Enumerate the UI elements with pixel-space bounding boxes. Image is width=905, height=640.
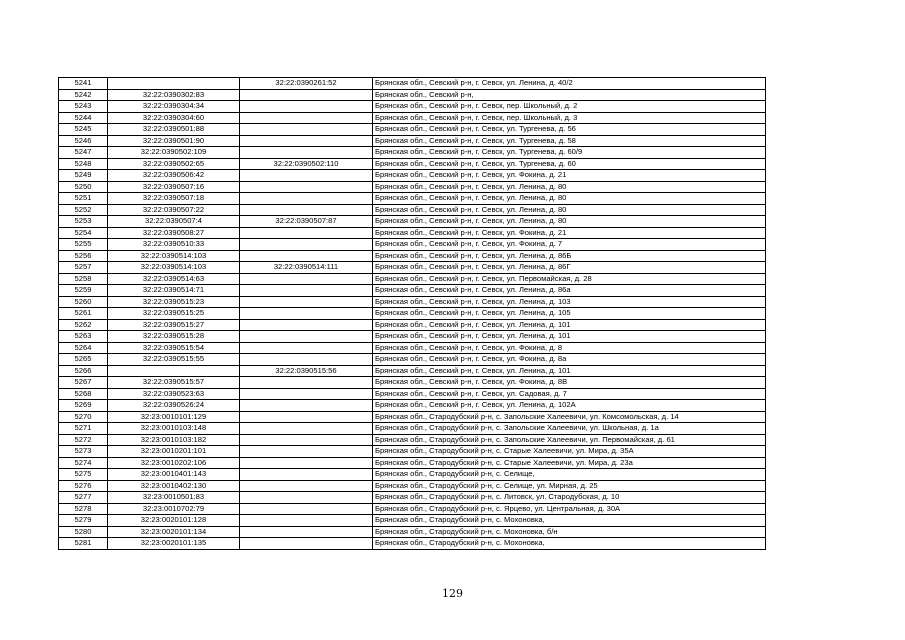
table-row bbox=[59, 365, 766, 377]
table-row bbox=[59, 515, 766, 527]
cadastral-number-cell: 32:22:0390515:27 bbox=[108, 319, 240, 331]
table-row bbox=[59, 526, 766, 538]
row-number-cell: 5262 bbox=[59, 319, 108, 331]
linked-cadastral-number-cell bbox=[240, 308, 373, 320]
cadastral-number-cell: 32:23:0020101:128 bbox=[108, 515, 240, 527]
row-number-cell: 5252 bbox=[59, 204, 108, 216]
address-cell: Брянская обл., Севский р-н, г. Севск, ул. Тургенева, д. 60/9 bbox=[373, 147, 766, 159]
row-number-cell: 5245 bbox=[59, 124, 108, 136]
row-number-cell: 5253 bbox=[59, 216, 108, 228]
cadastral-number-cell: 32:23:0010501:83 bbox=[108, 492, 240, 504]
address-cell: Брянская обл., Севский р-н, г. Севск, ул. Ленина, д. 101 bbox=[373, 331, 766, 343]
row-number-cell: 5259 bbox=[59, 285, 108, 297]
table-row bbox=[59, 147, 766, 159]
cadastral-number-cell: 32:22:0390514:63 bbox=[108, 273, 240, 285]
linked-cadastral-number-cell bbox=[240, 285, 373, 297]
row-number-cell: 5269 bbox=[59, 400, 108, 412]
address-cell: Брянская обл., Севский р-н, г. Севск, ул. Ленина, д. 80 bbox=[373, 216, 766, 228]
row-number-cell: 5265 bbox=[59, 354, 108, 366]
cadastral-number-cell: 32:23:0010103:182 bbox=[108, 434, 240, 446]
table-row bbox=[59, 204, 766, 216]
linked-cadastral-number-cell bbox=[240, 538, 373, 550]
linked-cadastral-number-cell bbox=[240, 446, 373, 458]
row-number-cell: 5280 bbox=[59, 526, 108, 538]
linked-cadastral-number-cell: 32:22:0390515:56 bbox=[240, 365, 373, 377]
row-number-cell: 5279 bbox=[59, 515, 108, 527]
cadastral-number-cell: 32:22:0390508:27 bbox=[108, 227, 240, 239]
table-row bbox=[59, 411, 766, 423]
row-number-cell: 5250 bbox=[59, 181, 108, 193]
cadastral-number-cell: 32:23:0020101:135 bbox=[108, 538, 240, 550]
linked-cadastral-number-cell bbox=[240, 124, 373, 136]
address-cell: Брянская обл., Стародубский р-н, с. Литовск, ул. Стародубская, д. 10 bbox=[373, 492, 766, 504]
table-row bbox=[59, 262, 766, 274]
address-cell: Брянская обл., Стародубский р-н, с. Старые Халеевичи, ул. Мира, д. 35А bbox=[373, 446, 766, 458]
table-row bbox=[59, 308, 766, 320]
table-row bbox=[59, 158, 766, 170]
linked-cadastral-number-cell bbox=[240, 204, 373, 216]
address-cell: Брянская обл., Севский р-н, bbox=[373, 89, 766, 101]
linked-cadastral-number-cell bbox=[240, 480, 373, 492]
table-row bbox=[59, 423, 766, 435]
row-number-cell: 5268 bbox=[59, 388, 108, 400]
address-cell: Брянская обл., Севский р-н, г. Севск, ул. Первомайская, д. 28 bbox=[373, 273, 766, 285]
cadastral-number-cell: 32:23:0020101:134 bbox=[108, 526, 240, 538]
address-cell: Брянская обл., Севский р-н, г. Севск, ул. Фокина, д. 8 bbox=[373, 342, 766, 354]
linked-cadastral-number-cell bbox=[240, 331, 373, 343]
cadastral-number-cell bbox=[108, 365, 240, 377]
table-row bbox=[59, 388, 766, 400]
linked-cadastral-number-cell bbox=[240, 434, 373, 446]
row-number-cell: 5264 bbox=[59, 342, 108, 354]
address-cell: Брянская обл., Севский р-н, г. Севск, ул. Фокина, д. 7 bbox=[373, 239, 766, 251]
table-row bbox=[59, 331, 766, 343]
row-number-cell: 5260 bbox=[59, 296, 108, 308]
address-cell: Брянская обл., Севский р-н, г. Севск, ул. Садовая, д. 7 bbox=[373, 388, 766, 400]
page-number: 129 bbox=[442, 587, 463, 600]
address-cell: Брянская обл., Севский р-н, г. Севск, ул. Ленина, д. 105 bbox=[373, 308, 766, 320]
row-number-cell: 5246 bbox=[59, 135, 108, 147]
table-row bbox=[59, 400, 766, 412]
table-row bbox=[59, 227, 766, 239]
row-number-cell: 5261 bbox=[59, 308, 108, 320]
cadastral-number-cell: 32:23:0010103:148 bbox=[108, 423, 240, 435]
row-number-cell: 5249 bbox=[59, 170, 108, 182]
table-row bbox=[59, 342, 766, 354]
table-row bbox=[59, 319, 766, 331]
linked-cadastral-number-cell bbox=[240, 423, 373, 435]
row-number-cell: 5251 bbox=[59, 193, 108, 205]
cadastral-number-cell: 32:22:0390510:33 bbox=[108, 239, 240, 251]
address-cell: Брянская обл., Севский р-н, г. Севск, ул. Ленина, д. 80 bbox=[373, 204, 766, 216]
cadastral-number-cell: 32:22:0390502:109 bbox=[108, 147, 240, 159]
linked-cadastral-number-cell bbox=[240, 112, 373, 124]
linked-cadastral-number-cell: 32:22:0390514:111 bbox=[240, 262, 373, 274]
linked-cadastral-number-cell: 32:22:0390502:110 bbox=[240, 158, 373, 170]
cadastral-number-cell: 32:22:0390514:71 bbox=[108, 285, 240, 297]
address-cell: Брянская обл., Севский р-н, г. Севск, ул. Ленина, д. 80 bbox=[373, 181, 766, 193]
linked-cadastral-number-cell bbox=[240, 135, 373, 147]
table-row bbox=[59, 492, 766, 504]
address-cell: Брянская обл., Севский р-н, г. Севск, ул. Фокина, д. 21 bbox=[373, 227, 766, 239]
address-cell: Брянская обл., Севский р-н, г. Севск, ул. Тургенева, д. 58 bbox=[373, 135, 766, 147]
table-row bbox=[59, 503, 766, 515]
cadastral-number-cell: 32:22:0390302:83 bbox=[108, 89, 240, 101]
table-row bbox=[59, 354, 766, 366]
table-row bbox=[59, 124, 766, 136]
table-row bbox=[59, 538, 766, 550]
address-cell: Брянская обл., Стародубский р-н, с. Ярцево, ул. Центральная, д. 30А bbox=[373, 503, 766, 515]
table-row bbox=[59, 377, 766, 389]
row-number-cell: 5271 bbox=[59, 423, 108, 435]
table-row bbox=[59, 239, 766, 251]
linked-cadastral-number-cell bbox=[240, 388, 373, 400]
row-number-cell: 5266 bbox=[59, 365, 108, 377]
cadastral-number-cell: 32:23:0010101:129 bbox=[108, 411, 240, 423]
linked-cadastral-number-cell bbox=[240, 503, 373, 515]
row-number-cell: 5255 bbox=[59, 239, 108, 251]
row-number-cell: 5274 bbox=[59, 457, 108, 469]
address-cell: Брянская обл., Севский р-н, г. Севск, ул. Фокина, д. 8а bbox=[373, 354, 766, 366]
row-number-cell: 5267 bbox=[59, 377, 108, 389]
address-cell: Брянская обл., Севский р-н, г. Севск, ул. Ленина, д. 40/2 bbox=[373, 78, 766, 90]
cadastral-number-cell: 32:22:0390515:25 bbox=[108, 308, 240, 320]
linked-cadastral-number-cell bbox=[240, 181, 373, 193]
cadastral-number-cell: 32:22:0390506:42 bbox=[108, 170, 240, 182]
cadastral-number-cell: 32:22:0390515:54 bbox=[108, 342, 240, 354]
cadastral-number-cell: 32:23:0010402:130 bbox=[108, 480, 240, 492]
row-number-cell: 5270 bbox=[59, 411, 108, 423]
table-row bbox=[59, 181, 766, 193]
table-row bbox=[59, 480, 766, 492]
address-cell: Брянская обл., Севский р-н, г. Севск, ул. Тургенева, д. 56 bbox=[373, 124, 766, 136]
linked-cadastral-number-cell bbox=[240, 273, 373, 285]
row-number-cell: 5254 bbox=[59, 227, 108, 239]
row-number-cell: 5243 bbox=[59, 101, 108, 113]
cadastral-number-cell: 32:22:0390502:65 bbox=[108, 158, 240, 170]
linked-cadastral-number-cell bbox=[240, 469, 373, 481]
row-number-cell: 5257 bbox=[59, 262, 108, 274]
row-number-cell: 5275 bbox=[59, 469, 108, 481]
register-table-body bbox=[59, 78, 766, 550]
table-row bbox=[59, 273, 766, 285]
row-number-cell: 5278 bbox=[59, 503, 108, 515]
linked-cadastral-number-cell bbox=[240, 492, 373, 504]
cadastral-number-cell: 32:22:0390515:28 bbox=[108, 331, 240, 343]
linked-cadastral-number-cell bbox=[240, 89, 373, 101]
address-cell: Брянская обл., Севский р-н, г. Севск, пер. Школьный, д. 3 bbox=[373, 112, 766, 124]
linked-cadastral-number-cell: 32:22:0390507:87 bbox=[240, 216, 373, 228]
address-cell: Брянская обл., Севский р-н, г. Севск, ул. Ленина, д. 80 bbox=[373, 193, 766, 205]
table-row bbox=[59, 446, 766, 458]
table-row bbox=[59, 135, 766, 147]
linked-cadastral-number-cell bbox=[240, 526, 373, 538]
row-number-cell: 5263 bbox=[59, 331, 108, 343]
linked-cadastral-number-cell bbox=[240, 400, 373, 412]
table-row bbox=[59, 469, 766, 481]
row-number-cell: 5244 bbox=[59, 112, 108, 124]
cadastral-number-cell: 32:22:0390304:34 bbox=[108, 101, 240, 113]
row-number-cell: 5272 bbox=[59, 434, 108, 446]
cadastral-number-cell: 32:22:0390514:103 bbox=[108, 262, 240, 274]
linked-cadastral-number-cell bbox=[240, 342, 373, 354]
row-number-cell: 5277 bbox=[59, 492, 108, 504]
cadastral-number-cell: 32:22:0390507:4 bbox=[108, 216, 240, 228]
register-table bbox=[58, 77, 766, 550]
table-row bbox=[59, 112, 766, 124]
linked-cadastral-number-cell bbox=[240, 457, 373, 469]
cadastral-number-cell: 32:22:0390501:90 bbox=[108, 135, 240, 147]
cadastral-number-cell: 32:23:0010202:106 bbox=[108, 457, 240, 469]
linked-cadastral-number-cell bbox=[240, 354, 373, 366]
linked-cadastral-number-cell bbox=[240, 411, 373, 423]
row-number-cell: 5276 bbox=[59, 480, 108, 492]
cadastral-number-cell: 32:22:0390507:18 bbox=[108, 193, 240, 205]
linked-cadastral-number-cell bbox=[240, 193, 373, 205]
cadastral-number-cell: 32:22:0390507:16 bbox=[108, 181, 240, 193]
address-cell: Брянская обл., Стародубский р-н, с. Запольские Халеевичи, ул. Комсомольская, д. 14 bbox=[373, 411, 766, 423]
cadastral-number-cell: 32:22:0390526:24 bbox=[108, 400, 240, 412]
linked-cadastral-number-cell bbox=[240, 319, 373, 331]
address-cell: Брянская обл., Севский р-н, г. Севск, ул. Фокина, д. 21 bbox=[373, 170, 766, 182]
cadastral-number-cell: 32:23:0010401:143 bbox=[108, 469, 240, 481]
table-row bbox=[59, 296, 766, 308]
cadastral-number-cell: 32:22:0390501:88 bbox=[108, 124, 240, 136]
table-row bbox=[59, 89, 766, 101]
table-row bbox=[59, 457, 766, 469]
row-number-cell: 5242 bbox=[59, 89, 108, 101]
table-row bbox=[59, 170, 766, 182]
linked-cadastral-number-cell bbox=[240, 296, 373, 308]
cadastral-number-cell: 32:22:0390507:22 bbox=[108, 204, 240, 216]
cadastral-number-cell: 32:22:0390304:60 bbox=[108, 112, 240, 124]
row-number-cell: 5241 bbox=[59, 78, 108, 90]
cadastral-number-cell: 32:23:0010702:79 bbox=[108, 503, 240, 515]
address-cell: Брянская обл., Севский р-н, г. Севск, ул. Ленина, д. 101 bbox=[373, 365, 766, 377]
table-row bbox=[59, 78, 766, 90]
address-cell: Брянская обл., Стародубский р-н, с. Запольские Халеевичи, ул. Первомайская, д. 61 bbox=[373, 434, 766, 446]
address-cell: Брянская обл., Севский р-н, г. Севск, ул. Ленина, д. 102А bbox=[373, 400, 766, 412]
cadastral-number-cell: 32:22:0390515:55 bbox=[108, 354, 240, 366]
linked-cadastral-number-cell bbox=[240, 250, 373, 262]
address-cell: Брянская обл., Севский р-н, г. Севск, ул. Ленина, д. 101 bbox=[373, 319, 766, 331]
linked-cadastral-number-cell bbox=[240, 147, 373, 159]
linked-cadastral-number-cell bbox=[240, 170, 373, 182]
cadastral-number-cell: 32:22:0390515:57 bbox=[108, 377, 240, 389]
linked-cadastral-number-cell bbox=[240, 227, 373, 239]
address-cell: Брянская обл., Севский р-н, г. Севск, ул. Ленина, д. 103 bbox=[373, 296, 766, 308]
linked-cadastral-number-cell bbox=[240, 515, 373, 527]
address-cell: Брянская обл., Стародубский р-н, с. Мохоновка, bbox=[373, 538, 766, 550]
address-cell: Брянская обл., Стародубский р-н, с. Запольские Халеевичи, ул. Школьная, д. 1а bbox=[373, 423, 766, 435]
table-row bbox=[59, 216, 766, 228]
linked-cadastral-number-cell bbox=[240, 239, 373, 251]
address-cell: Брянская обл., Севский р-н, г. Севск, пер. Школьный, д. 2 bbox=[373, 101, 766, 113]
row-number-cell: 5258 bbox=[59, 273, 108, 285]
address-cell: Брянская обл., Севский р-н, г. Севск, ул. Тургенева, д. 60 bbox=[373, 158, 766, 170]
linked-cadastral-number-cell: 32:22:0390261:52 bbox=[240, 78, 373, 90]
address-cell: Брянская обл., Стародубский р-н, с. Старые Халеевичи, ул. Мира, д. 23а bbox=[373, 457, 766, 469]
table-row bbox=[59, 250, 766, 262]
table-row bbox=[59, 285, 766, 297]
address-cell: Брянская обл., Стародубский р-н, с. Селище, ул. Мирная, д. 25 bbox=[373, 480, 766, 492]
row-number-cell: 5256 bbox=[59, 250, 108, 262]
address-cell: Брянская обл., Стародубский р-н, с. Мохоновка, bbox=[373, 515, 766, 527]
row-number-cell: 5248 bbox=[59, 158, 108, 170]
cadastral-number-cell bbox=[108, 78, 240, 90]
address-cell: Брянская обл., Севский р-н, г. Севск, ул. Ленина, д. 86Г bbox=[373, 262, 766, 274]
table-row bbox=[59, 434, 766, 446]
address-cell: Брянская обл., Стародубский р-н, с. Селище, bbox=[373, 469, 766, 481]
address-cell: Брянская обл., Севский р-н, г. Севск, ул. Ленина, д. 86Б bbox=[373, 250, 766, 262]
cadastral-number-cell: 32:22:0390523:63 bbox=[108, 388, 240, 400]
cadastral-number-cell: 32:22:0390515:23 bbox=[108, 296, 240, 308]
cadastral-number-cell: 32:23:0010201:101 bbox=[108, 446, 240, 458]
row-number-cell: 5273 bbox=[59, 446, 108, 458]
linked-cadastral-number-cell bbox=[240, 377, 373, 389]
address-cell: Брянская обл., Севский р-н, г. Севск, ул. Фокина, д. 8В bbox=[373, 377, 766, 389]
table-row bbox=[59, 101, 766, 113]
row-number-cell: 5281 bbox=[59, 538, 108, 550]
cadastral-number-cell: 32:22:0390514:103 bbox=[108, 250, 240, 262]
row-number-cell: 5247 bbox=[59, 147, 108, 159]
table-row bbox=[59, 193, 766, 205]
address-cell: Брянская обл., Севский р-н, г. Севск, ул. Ленина, д. 86а bbox=[373, 285, 766, 297]
linked-cadastral-number-cell bbox=[240, 101, 373, 113]
address-cell: Брянская обл., Стародубский р-н, с. Мохоновка, б/н bbox=[373, 526, 766, 538]
